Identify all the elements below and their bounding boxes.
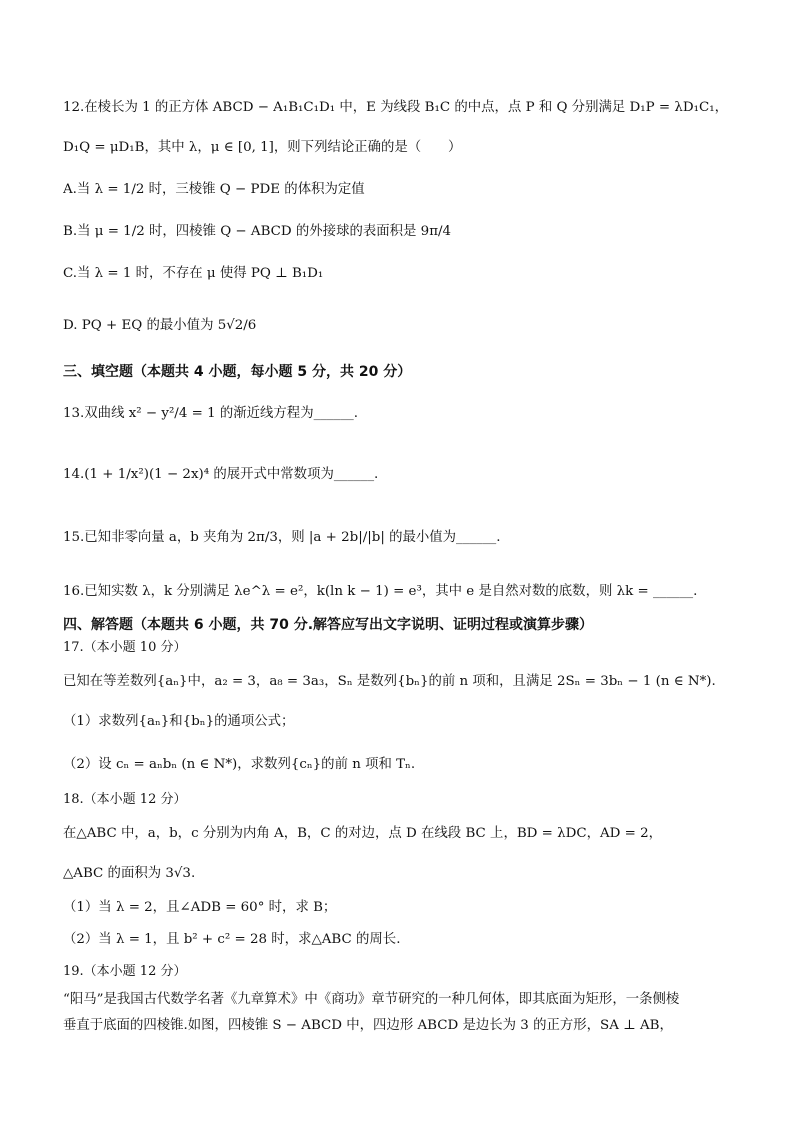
q16: 16.已知实数 λ，k 分别满足 λe^λ = e²，k(ln k − 1) = e³，其中 e 是自然对数的底数，则 λk = ______. <box>63 584 698 599</box>
q12-option-c: C.当 λ = 1 时，不存在 μ 使得 PQ ⊥ B₁D₁ <box>63 266 324 281</box>
section-three-heading: 三、填空题（本题共 4 小题，每小题 5 分，共 20 分） <box>63 364 412 380</box>
q12-stem-line2: D₁Q = μD₁B，其中 λ，μ ∈ [0, 1]，则下列结论正确的是（ ） <box>63 140 462 155</box>
section-four-heading: 四、解答题（本题共 6 小题，共 70 分.解答应写出文字说明、证明过程或演算步骤） <box>63 617 594 633</box>
q14: 14.(1 + 1/x²)(1 − 2x)⁴ 的展开式中常数项为______. <box>63 467 379 482</box>
q13: 13.双曲线 x² − y²/4 = 1 的渐近线方程为______. <box>63 406 359 421</box>
q18-part2: （2）当 λ = 1，且 b² + c² = 28 时，求△ABC 的周长. <box>63 932 401 947</box>
q12-option-a: A.当 λ = 1/2 时，三棱锥 Q − PDE 的体积为定值 <box>63 182 365 197</box>
q18-part1: （1）当 λ = 2，且∠ADB = 60° 时，求 B； <box>63 900 337 915</box>
q18-stem-line1: 在△ABC 中，a，b，c 分别为内角 A，B，C 的对边，点 D 在线段 BC 上，BD = λDC，AD = 2， <box>63 826 663 841</box>
q12-option-d: D. PQ + EQ 的最小值为 5√2/6 <box>63 318 257 333</box>
q17-stem: 已知在等差数列{aₙ}中，a₂ = 3，a₈ = 3a₃，Sₙ 是数列{bₙ}的前 n 项和，且满足 2Sₙ = 3bₙ − 1 (n ∈ N*). <box>63 674 716 689</box>
q17-part1: （1）求数列{aₙ}和{bₙ}的通项公式； <box>63 714 295 729</box>
q17-heading: 17.（本小题 10 分） <box>63 640 187 655</box>
q15: 15.已知非零向量 a，b 夹角为 2π/3，则 |a + 2b|/|b| 的最小值为______. <box>63 530 501 545</box>
q19-stem-line1: “阳马”是我国古代数学名著《九章算术》中《商功》章节研究的一种几何体，即其底面为矩形，一条侧棱 <box>63 992 680 1007</box>
q19-heading: 19.（本小题 12 分） <box>63 964 187 979</box>
q17-part2: （2）设 cₙ = aₙbₙ (n ∈ N*)，求数列{cₙ}的前 n 项和 Tₙ. <box>63 757 416 772</box>
q18-heading: 18.（本小题 12 分） <box>63 792 187 807</box>
q12-stem-line1: 12.在棱长为 1 的正方体 ABCD − A₁B₁C₁D₁ 中，E 为线段 B₁C 的中点，点 P 和 Q 分别满足 D₁P = λD₁C₁， <box>63 100 728 115</box>
q19-stem-line2: 垂直于底面的四棱锥.如图，四棱锥 S − ABCD 中，四边形 ABCD 是边长为 3 的正方形，SA ⊥ AB， <box>63 1018 673 1033</box>
q18-stem-line2: △ABC 的面积为 3√3. <box>63 866 196 881</box>
q12-option-b: B.当 μ = 1/2 时，四棱锥 Q − ABCD 的外接球的表面积是 9π/4 <box>63 224 452 239</box>
